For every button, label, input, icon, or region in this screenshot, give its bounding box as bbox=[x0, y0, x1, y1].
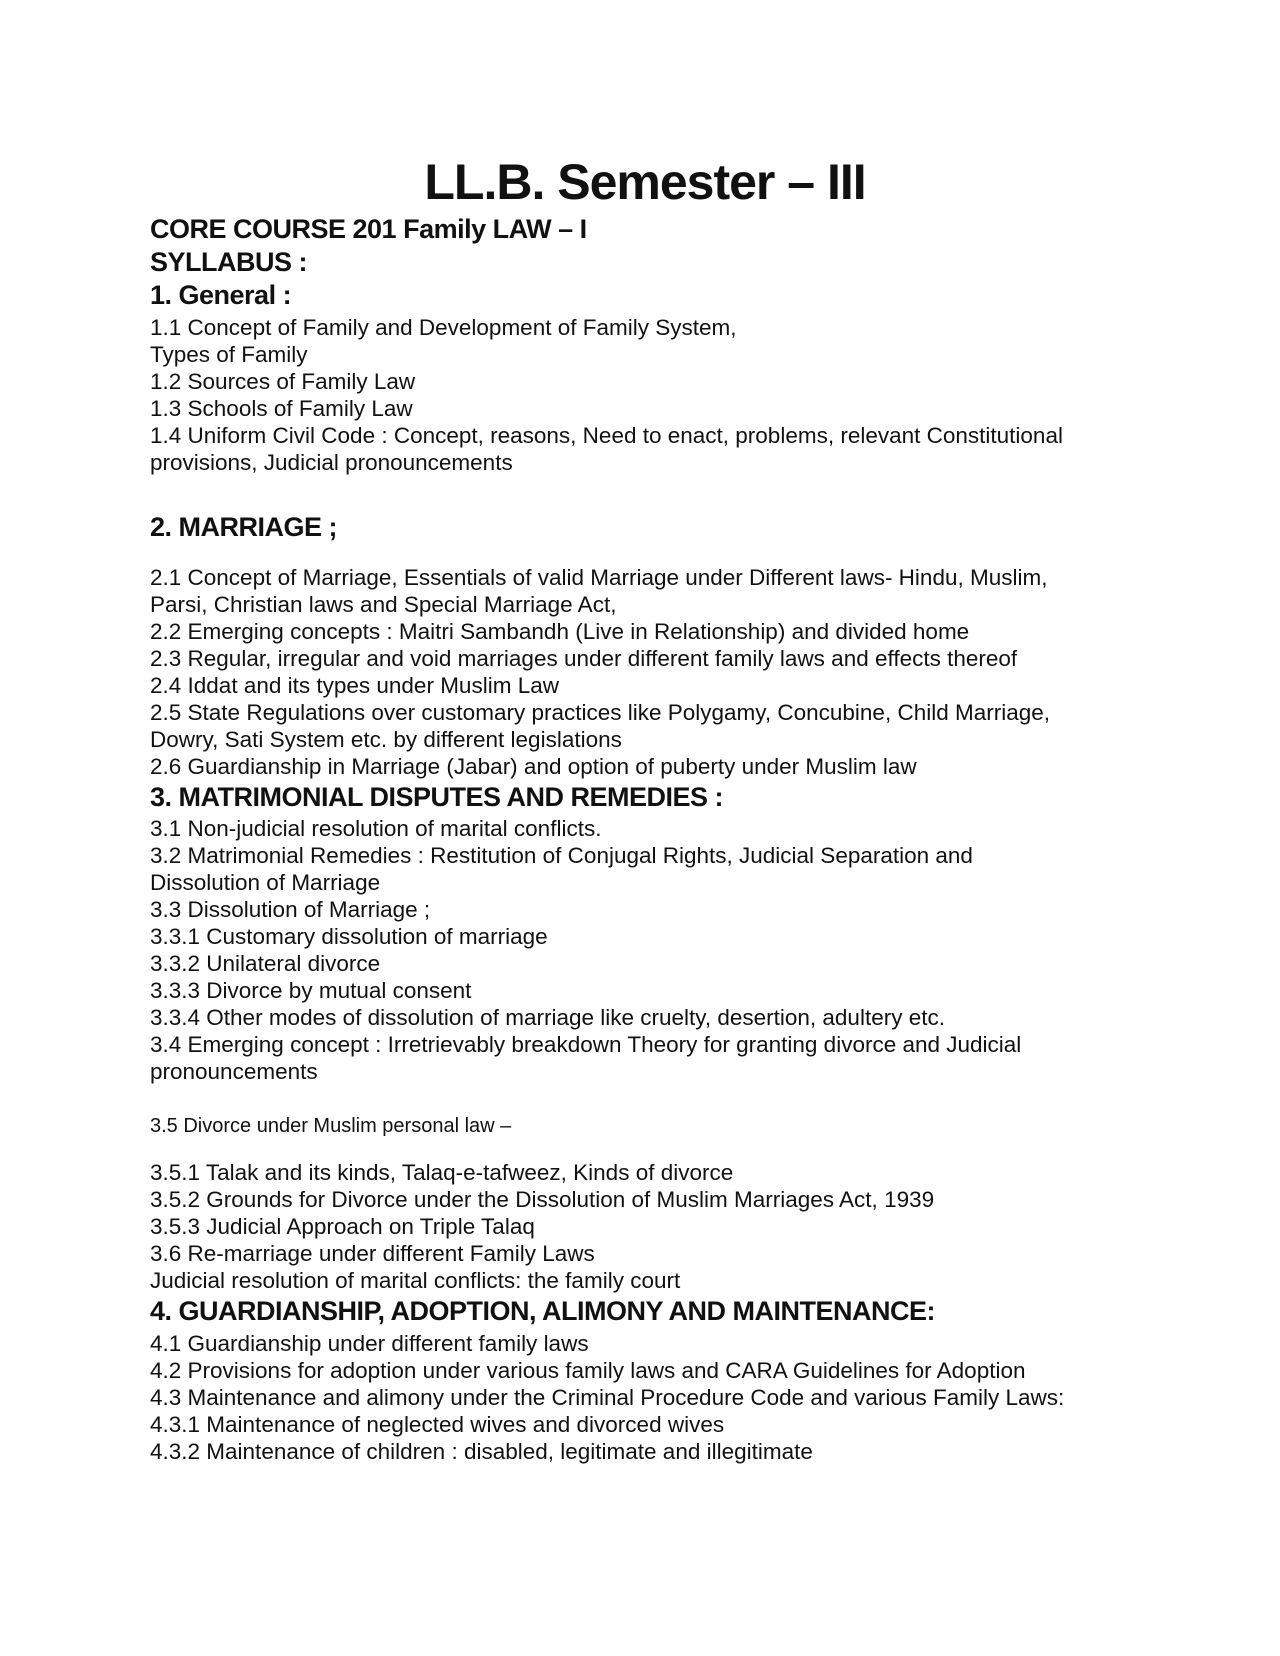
section-marriage-heading: 2. MARRIAGE ; bbox=[150, 512, 338, 542]
list-item: 4.3 Maintenance and alimony under the Criminal Procedure Code and various Family Laws: bbox=[150, 1385, 1065, 1410]
list-item: 3.4 Emerging concept : Irretrievably breakdown Theory for granting divorce and Judicial bbox=[150, 1032, 1022, 1057]
list-item: 3.6 Re-marriage under different Family Laws bbox=[150, 1241, 595, 1266]
list-item: 3.2 Matrimonial Remedies : Restitution of Conjugal Rights, Judicial Separation and bbox=[150, 843, 973, 868]
list-item: pronouncements bbox=[150, 1059, 318, 1084]
list-item: 4.2 Provisions for adoption under various family laws and CARA Guidelines for Adoption bbox=[150, 1358, 1026, 1383]
list-item: 2.3 Regular, irregular and void marriages under different family laws and effects thereof bbox=[150, 646, 1018, 671]
list-item: 3.5.1 Talak and its kinds, Talaq-e-tafweez, Kinds of divorce bbox=[150, 1160, 734, 1185]
list-item: 3.1 Non-judicial resolution of marital conflicts. bbox=[150, 816, 602, 841]
list-item: Types of Family bbox=[150, 342, 308, 367]
list-item: 3.3.2 Unilateral divorce bbox=[150, 951, 381, 976]
list-item: 1.3 Schools of Family Law bbox=[150, 396, 413, 421]
list-item: 2.5 State Regulations over customary practices like Polygamy, Concubine, Child Marriage, bbox=[150, 700, 1050, 725]
course-heading: CORE COURSE 201 Family LAW – I bbox=[150, 214, 587, 244]
list-item: 4.1 Guardianship under different family laws bbox=[150, 1331, 589, 1356]
list-item: 2.2 Emerging concepts : Maitri Sambandh (Live in Relationship) and divided home bbox=[150, 619, 970, 644]
section-guardianship-heading: 4. GUARDIANSHIP, ADOPTION, ALIMONY AND MAINTENANCE: bbox=[150, 1296, 936, 1326]
list-item: 4.3.2 Maintenance of children : disabled, legitimate and illegitimate bbox=[150, 1439, 813, 1464]
list-item: 1.2 Sources of Family Law bbox=[150, 369, 416, 394]
list-item: Dissolution of Marriage bbox=[150, 870, 381, 895]
list-item: 2.6 Guardianship in Marriage (Jabar) and option of puberty under Muslim law bbox=[150, 754, 917, 779]
list-item: provisions, Judicial pronouncements bbox=[150, 450, 513, 475]
syllabus-heading: SYLLABUS : bbox=[150, 247, 307, 277]
list-item: 1.4 Uniform Civil Code : Concept, reasons, Need to enact, problems, relevant Constitutional bbox=[150, 423, 1063, 448]
list-item: 3.3 Dissolution of Marriage ; bbox=[150, 897, 431, 922]
page-title: LL.B. Semester – III bbox=[424, 154, 866, 210]
list-item: Dowry, Sati System etc. by different legislations bbox=[150, 727, 622, 752]
list-item: 3.5.3 Judicial Approach on Triple Talaq bbox=[150, 1214, 535, 1239]
list-item: 3.5 Divorce under Muslim personal law – bbox=[150, 1115, 512, 1137]
list-item: 2.1 Concept of Marriage, Essentials of valid Marriage under Different laws- Hindu, Muslim, bbox=[150, 565, 1048, 590]
list-item: 3.3.1 Customary dissolution of marriage bbox=[150, 924, 548, 949]
list-item: 1.1 Concept of Family and Development of Family System, bbox=[150, 315, 737, 340]
list-item: 3.5.2 Grounds for Divorce under the Dissolution of Muslim Marriages Act, 1939 bbox=[150, 1187, 935, 1212]
list-item: 3.3.3 Divorce by mutual consent bbox=[150, 978, 472, 1003]
list-item: Parsi, Christian laws and Special Marriage Act, bbox=[150, 592, 617, 617]
section-matrimonial-heading: 3. MATRIMONIAL DISPUTES AND REMEDIES : bbox=[150, 782, 724, 812]
section-general-heading: 1. General : bbox=[150, 280, 292, 310]
list-item: 2.4 Iddat and its types under Muslim Law bbox=[150, 673, 559, 698]
list-item: 3.3.4 Other modes of dissolution of marriage like cruelty, desertion, adultery etc. bbox=[150, 1005, 945, 1030]
list-item: 4.3.1 Maintenance of neglected wives and divorced wives bbox=[150, 1412, 725, 1437]
list-item: Judicial resolution of marital conflicts: the family court bbox=[150, 1268, 681, 1293]
